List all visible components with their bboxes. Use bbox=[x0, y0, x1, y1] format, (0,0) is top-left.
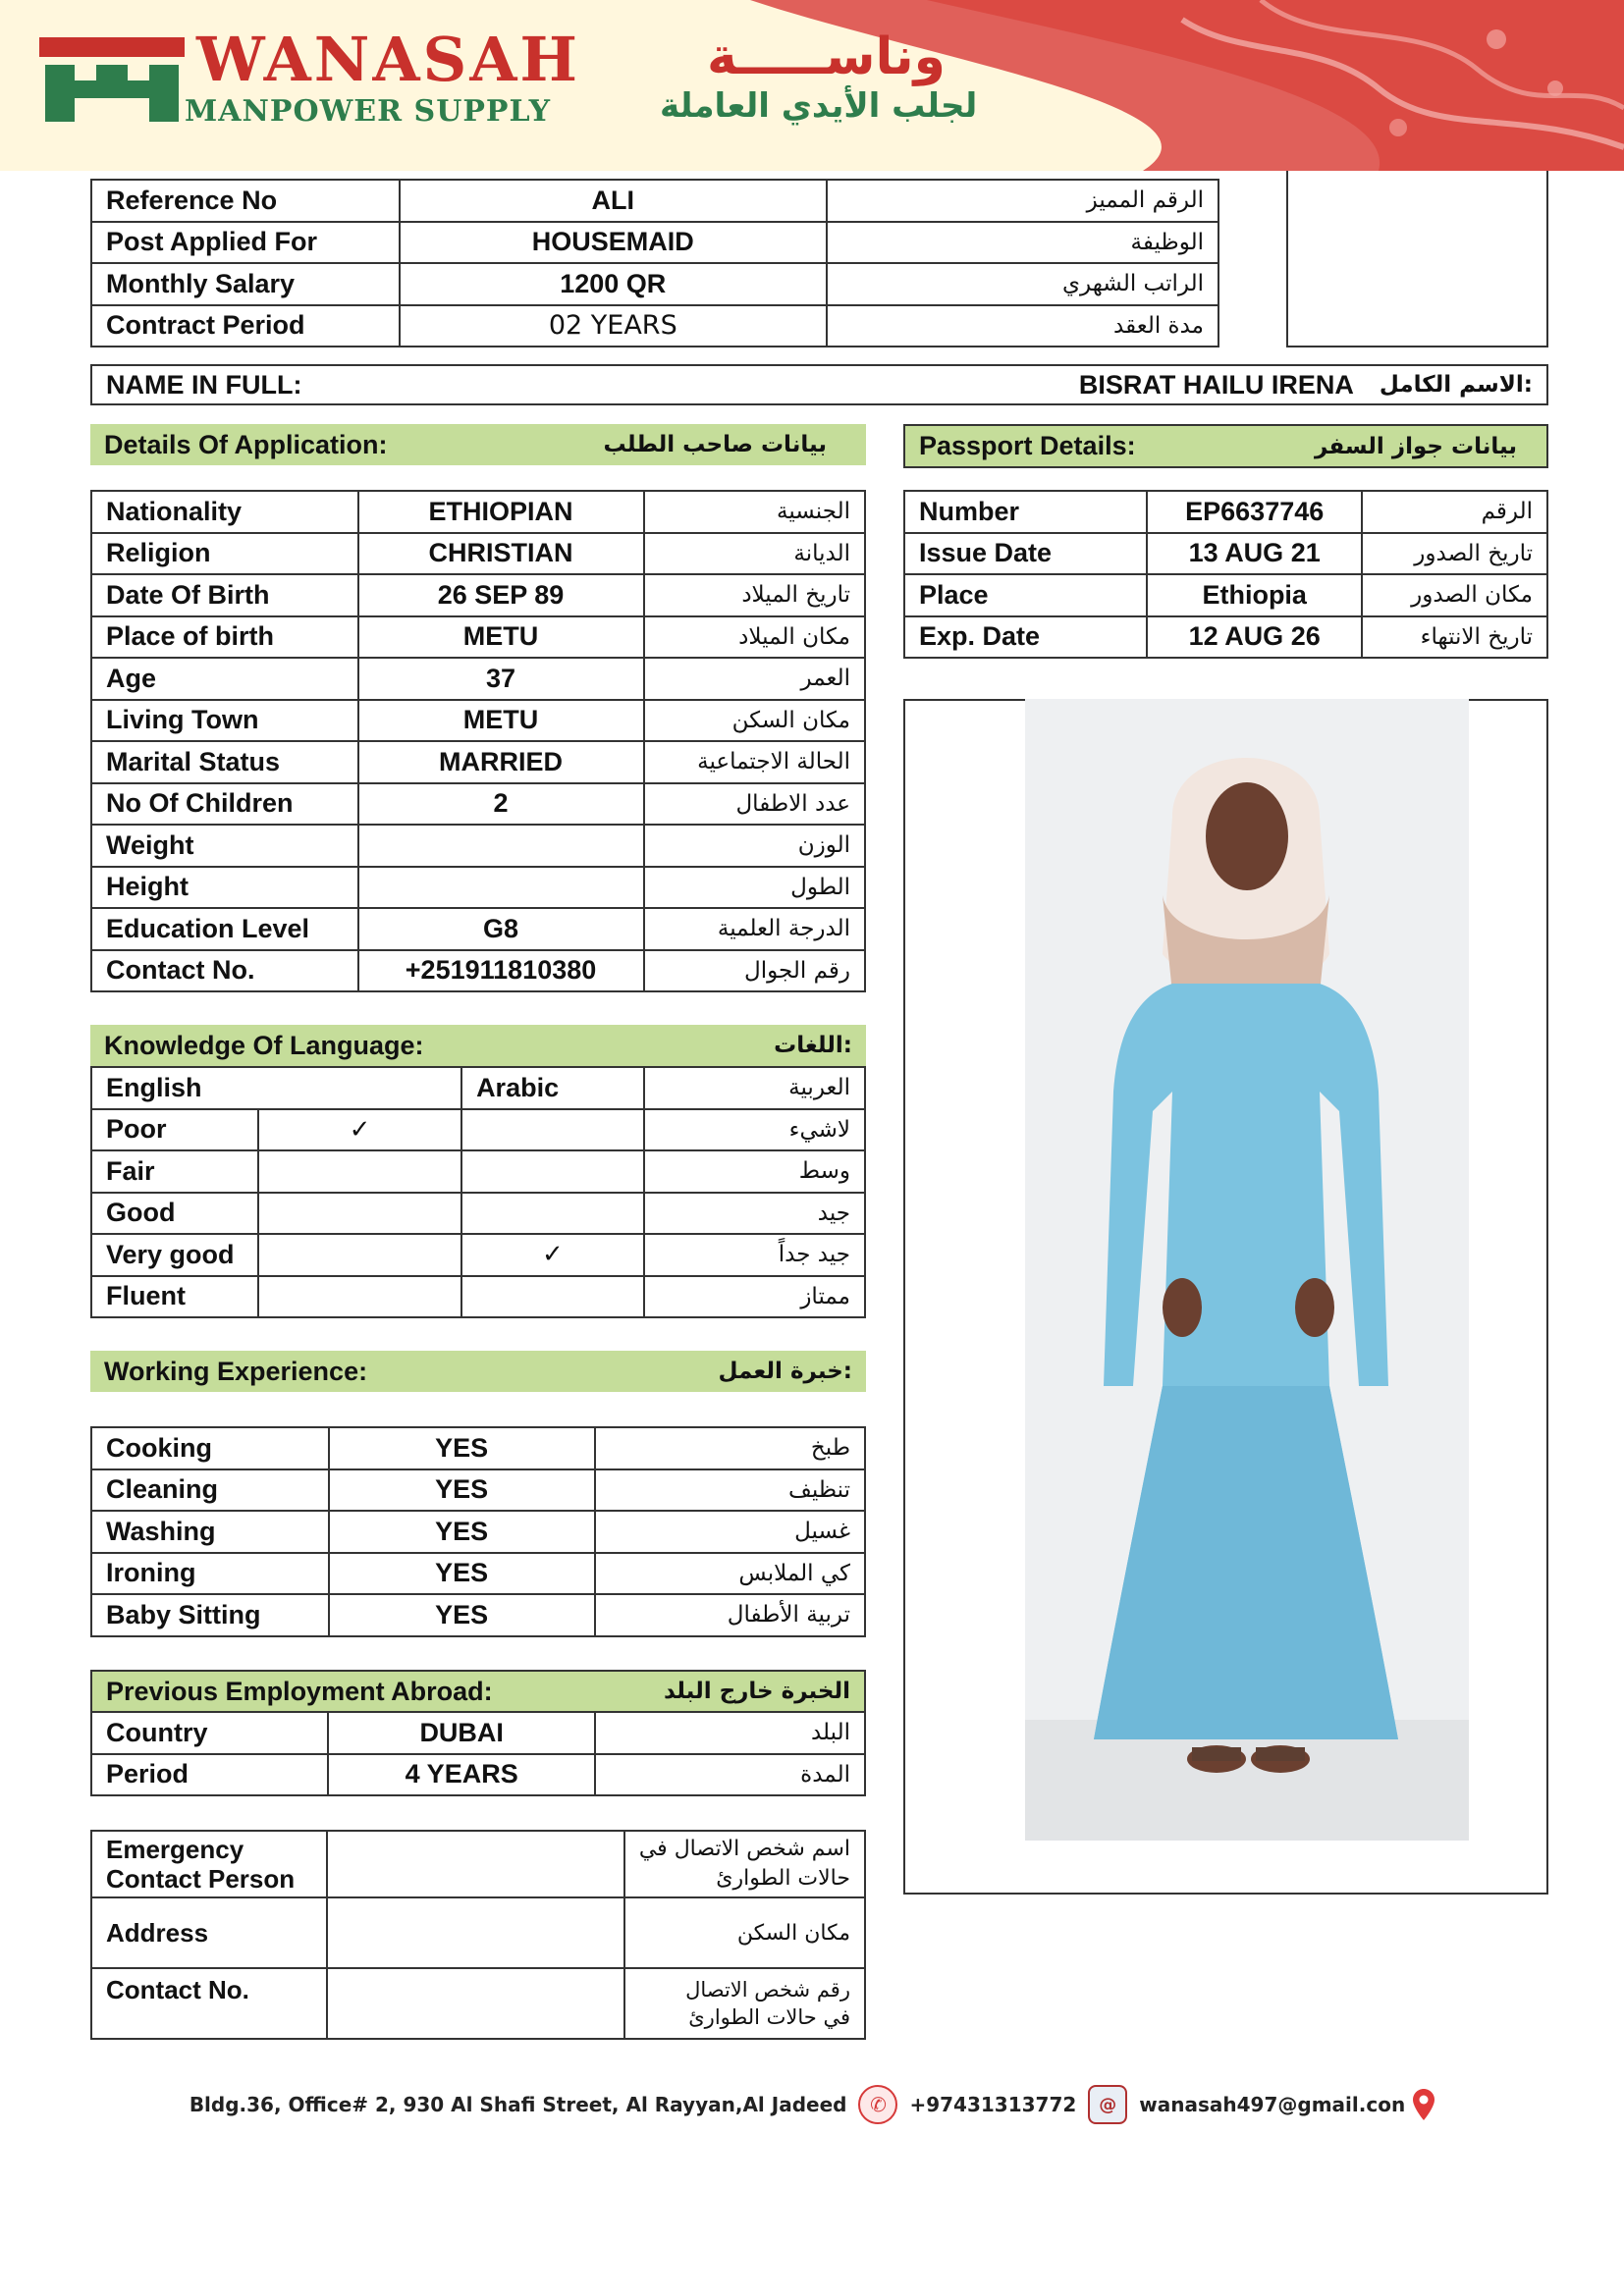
passport-label-ar: تاريخ الصدور bbox=[1362, 533, 1547, 575]
emergency-person-label-arabic bbox=[624, 1831, 865, 1897]
application-label: Marital Status bbox=[91, 741, 358, 783]
table-row bbox=[904, 533, 1547, 575]
company-name-arabic: وناســـــة bbox=[707, 27, 946, 86]
experience-value: YES bbox=[329, 1594, 595, 1636]
application-label-ar: تاريخ الميلاد bbox=[644, 574, 865, 616]
table-row bbox=[904, 491, 1547, 533]
experience-label-ar: تربية الأطفال bbox=[595, 1594, 865, 1636]
language-level-label-arabic: جيد جداً bbox=[644, 1234, 865, 1276]
english-check bbox=[258, 1276, 461, 1318]
full-name-label: NAME IN FULL: bbox=[106, 369, 302, 400]
company-name: WANASAH bbox=[196, 24, 581, 95]
language-level-label: Poor bbox=[91, 1109, 258, 1151]
application-label-ar: الجنسية bbox=[644, 491, 865, 533]
employment-label-ar: البلد bbox=[595, 1712, 865, 1754]
arabic-check bbox=[461, 1109, 644, 1151]
language-level-label: Fluent bbox=[91, 1276, 258, 1318]
emergency-address-value bbox=[327, 1897, 624, 1968]
application-label-ar: مكان السكن bbox=[644, 700, 865, 742]
table-row bbox=[91, 1067, 865, 1109]
arabic-check bbox=[461, 1193, 644, 1235]
applicant-photo bbox=[1025, 699, 1469, 1841]
table-row bbox=[91, 950, 865, 992]
summary-label: Contract Period bbox=[91, 305, 400, 347]
summary-label-arabic: الوظيفة bbox=[827, 222, 1218, 264]
experience-value: YES bbox=[329, 1553, 595, 1595]
language-section-header bbox=[90, 1025, 866, 1066]
language-level-label: Good bbox=[91, 1193, 258, 1235]
table-row bbox=[91, 867, 865, 909]
employment-label-ar: المدة bbox=[595, 1754, 865, 1796]
experience-table bbox=[90, 1426, 866, 1637]
english-check bbox=[258, 1150, 461, 1193]
experience-label-ar: غسيل bbox=[595, 1511, 865, 1553]
application-label: Weight bbox=[91, 825, 358, 867]
application-section-title: Details Of Application: bbox=[104, 429, 388, 459]
passport-label: Number bbox=[904, 491, 1147, 533]
summary-label: Post Applied For bbox=[91, 222, 400, 264]
table-row bbox=[904, 574, 1547, 616]
application-label: Contact No. bbox=[91, 950, 358, 992]
passport-label: Issue Date bbox=[904, 533, 1147, 575]
footer-address: Bldg.36, Office# 2, 930 Al Shafi Street, Al Rayyan,Al Jadeed bbox=[189, 2093, 847, 2116]
emergency-person-label-line: Contact Person bbox=[106, 1864, 296, 1894]
passport-value: EP6637746 bbox=[1147, 491, 1362, 533]
table-row bbox=[91, 491, 865, 533]
language-section-title-arabic: :اللغات bbox=[774, 1033, 852, 1058]
passport-section-title-arabic: بيانات جواز السفر bbox=[1315, 433, 1517, 459]
language-level-label-arabic: وسط bbox=[644, 1150, 865, 1193]
experience-section-header bbox=[90, 1351, 866, 1392]
application-label-ar: الوزن bbox=[644, 825, 865, 867]
table-row bbox=[91, 700, 865, 742]
language-level-label: Very good bbox=[91, 1234, 258, 1276]
application-value: METU bbox=[358, 616, 644, 659]
application-value: ETHIOPIAN bbox=[358, 491, 644, 533]
footer-email[interactable]: wanasah497@gmail.con bbox=[1139, 2093, 1406, 2116]
application-section-title-arabic: بيانات صاحب الطلب bbox=[603, 432, 827, 457]
arabic-header: Arabic bbox=[461, 1067, 644, 1109]
application-label: Religion bbox=[91, 533, 358, 575]
passport-section-header bbox=[903, 424, 1548, 468]
experience-label: Baby Sitting bbox=[91, 1594, 329, 1636]
application-label: No Of Children bbox=[91, 783, 358, 826]
application-value: +251911810380 bbox=[358, 950, 644, 992]
experience-label: Cleaning bbox=[91, 1469, 329, 1512]
company-tagline-arabic: لجلب الأيدي العاملة bbox=[660, 86, 978, 126]
summary-table bbox=[90, 179, 1219, 347]
passport-value: 12 AUG 26 bbox=[1147, 616, 1362, 659]
experience-label: Washing bbox=[91, 1511, 329, 1553]
summary-value: 02 YEARS bbox=[400, 305, 827, 347]
experience-label-ar: كي الملابس bbox=[595, 1553, 865, 1595]
emergency-person-label-line: Emergency bbox=[106, 1835, 244, 1864]
emergency-contact-label-arabic bbox=[624, 1968, 865, 2039]
application-value: MARRIED bbox=[358, 741, 644, 783]
summary-label: Monthly Salary bbox=[91, 263, 400, 305]
application-label-ar: الدرجة العلمية bbox=[644, 908, 865, 950]
passport-table bbox=[903, 490, 1548, 659]
application-label: Age bbox=[91, 658, 358, 700]
application-label: Date Of Birth bbox=[91, 574, 358, 616]
table-row bbox=[91, 1276, 865, 1318]
language-level-label-arabic: لاشيء bbox=[644, 1109, 865, 1151]
application-table bbox=[90, 490, 866, 992]
passport-label-ar: مكان الصدور bbox=[1362, 574, 1547, 616]
letterhead bbox=[0, 0, 1624, 171]
application-label-ar: رقم الجوال bbox=[644, 950, 865, 992]
language-level-label: Fair bbox=[91, 1150, 258, 1193]
application-section-header bbox=[90, 424, 866, 465]
table-row bbox=[91, 783, 865, 826]
experience-section-title: Working Experience: bbox=[104, 1356, 368, 1386]
experience-label: Cooking bbox=[91, 1427, 329, 1469]
summary-side-box bbox=[1286, 171, 1548, 347]
application-value bbox=[358, 825, 644, 867]
table-row bbox=[91, 1553, 865, 1595]
application-value bbox=[358, 867, 644, 909]
table-row bbox=[91, 658, 865, 700]
passport-value: 13 AUG 21 bbox=[1147, 533, 1362, 575]
emergency-contact-label: Contact No. bbox=[91, 1968, 327, 2039]
emergency-contact-label-arabic-line: رقم شخص الاتصال bbox=[685, 1978, 850, 2002]
application-label: Education Level bbox=[91, 908, 358, 950]
english-header: English bbox=[91, 1067, 461, 1109]
english-check bbox=[258, 1193, 461, 1235]
english-check: ✓ bbox=[258, 1109, 461, 1151]
application-label: Place of birth bbox=[91, 616, 358, 659]
application-value: METU bbox=[358, 700, 644, 742]
full-name-label-arabic: :الاسم الكامل bbox=[1379, 372, 1533, 398]
passport-label-ar: الرقم bbox=[1362, 491, 1547, 533]
summary-value: 1200 QR bbox=[400, 263, 827, 305]
employment-value: 4 YEARS bbox=[328, 1754, 594, 1796]
table-row bbox=[91, 825, 865, 867]
application-value: 26 SEP 89 bbox=[358, 574, 644, 616]
application-value: CHRISTIAN bbox=[358, 533, 644, 575]
table-row bbox=[91, 1968, 865, 2039]
application-label: Living Town bbox=[91, 700, 358, 742]
application-label-ar: الحالة الاجتماعية bbox=[644, 741, 865, 783]
english-check bbox=[258, 1234, 461, 1276]
table-row bbox=[91, 263, 1218, 305]
emergency-person-label bbox=[91, 1831, 327, 1897]
full-name-row bbox=[90, 364, 1548, 405]
employment-label: Country bbox=[91, 1712, 328, 1754]
language-level-label-arabic: ممتاز bbox=[644, 1276, 865, 1318]
table-row bbox=[91, 1193, 865, 1235]
table-row bbox=[91, 1511, 865, 1553]
passport-section-title: Passport Details: bbox=[919, 431, 1136, 460]
employment-section-header bbox=[90, 1670, 866, 1711]
passport-value: Ethiopia bbox=[1147, 574, 1362, 616]
language-level-label-arabic: جيد bbox=[644, 1193, 865, 1235]
table-row bbox=[91, 1469, 865, 1512]
emergency-contact-label-arabic-line: في حالات الطوارئ bbox=[688, 2005, 850, 2029]
table-row bbox=[91, 1712, 865, 1754]
arabic-check bbox=[461, 1276, 644, 1318]
table-row bbox=[91, 1109, 865, 1151]
summary-label-arabic: الرقم المميز bbox=[827, 180, 1218, 222]
emergency-person-value bbox=[327, 1831, 624, 1897]
employment-table bbox=[90, 1711, 866, 1796]
full-name-value: BISRAT HAILU IRENA bbox=[1078, 369, 1354, 400]
table-row bbox=[91, 908, 865, 950]
language-table bbox=[90, 1066, 866, 1318]
footer-phone[interactable]: +97431313772 bbox=[909, 2093, 1077, 2116]
arabic-check: ✓ bbox=[461, 1234, 644, 1276]
phone-icon: ✆ bbox=[858, 2085, 897, 2124]
table-row bbox=[91, 616, 865, 659]
passport-label-ar: تاريخ الانتهاء bbox=[1362, 616, 1547, 659]
experience-label: Ironing bbox=[91, 1553, 329, 1595]
application-value: 37 bbox=[358, 658, 644, 700]
employment-section-title: Previous Employment Abroad: bbox=[106, 1676, 493, 1706]
table-row bbox=[91, 1150, 865, 1193]
application-label: Nationality bbox=[91, 491, 358, 533]
location-pin-icon bbox=[1413, 2089, 1435, 2120]
emergency-person-label-arabic-line: حالات الطوارئ bbox=[716, 1866, 850, 1891]
summary-label-arabic: مدة العقد bbox=[827, 305, 1218, 347]
table-row bbox=[91, 1427, 865, 1469]
employment-label: Period bbox=[91, 1754, 328, 1796]
emergency-table bbox=[90, 1830, 866, 2040]
arabic-header-arabic: العربية bbox=[644, 1067, 865, 1109]
summary-label: Reference No bbox=[91, 180, 400, 222]
table-row bbox=[91, 305, 1218, 347]
table-row bbox=[91, 1754, 865, 1796]
employment-value: DUBAI bbox=[328, 1712, 594, 1754]
table-row bbox=[91, 1594, 865, 1636]
experience-value: YES bbox=[329, 1511, 595, 1553]
table-row bbox=[91, 741, 865, 783]
mail-icon: @ bbox=[1088, 2085, 1127, 2124]
company-tagline: MANPOWER SUPPLY bbox=[185, 94, 552, 129]
summary-label-arabic: الراتب الشهري bbox=[827, 263, 1218, 305]
emergency-address-label: Address bbox=[91, 1897, 327, 1968]
experience-section-title-arabic: :خبرة العمل bbox=[718, 1359, 852, 1384]
company-logo-icon bbox=[39, 37, 185, 122]
table-row bbox=[91, 180, 1218, 222]
application-label: Height bbox=[91, 867, 358, 909]
arabic-check bbox=[461, 1150, 644, 1193]
table-row bbox=[91, 1897, 865, 1968]
application-value: G8 bbox=[358, 908, 644, 950]
application-label-ar: الديانة bbox=[644, 533, 865, 575]
table-row bbox=[91, 574, 865, 616]
language-section-title: Knowledge Of Language: bbox=[104, 1030, 424, 1060]
emergency-person-label-arabic-line: اسم شخص الاتصال في bbox=[638, 1837, 850, 1861]
summary-value: HOUSEMAID bbox=[400, 222, 827, 264]
experience-value: YES bbox=[329, 1469, 595, 1512]
experience-value: YES bbox=[329, 1427, 595, 1469]
experience-label-ar: تنظيف bbox=[595, 1469, 865, 1512]
application-label-ar: العمر bbox=[644, 658, 865, 700]
footer bbox=[0, 2079, 1624, 2130]
table-row bbox=[91, 1831, 865, 1897]
passport-label: Exp. Date bbox=[904, 616, 1147, 659]
application-label-ar: الطول bbox=[644, 867, 865, 909]
passport-label: Place bbox=[904, 574, 1147, 616]
application-value: 2 bbox=[358, 783, 644, 826]
table-row bbox=[91, 533, 865, 575]
summary-value: ALI bbox=[400, 180, 827, 222]
employment-section-title-arabic: الخبرة خارج البلد bbox=[664, 1679, 850, 1704]
emergency-address-label-arabic: مكان السكن bbox=[624, 1897, 865, 1968]
table-row bbox=[904, 616, 1547, 659]
experience-label-ar: طبخ bbox=[595, 1427, 865, 1469]
emergency-contact-value bbox=[327, 1968, 624, 2039]
table-row bbox=[91, 1234, 865, 1276]
application-label-ar: عدد الاطفال bbox=[644, 783, 865, 826]
table-row bbox=[91, 222, 1218, 264]
application-label-ar: مكان الميلاد bbox=[644, 616, 865, 659]
